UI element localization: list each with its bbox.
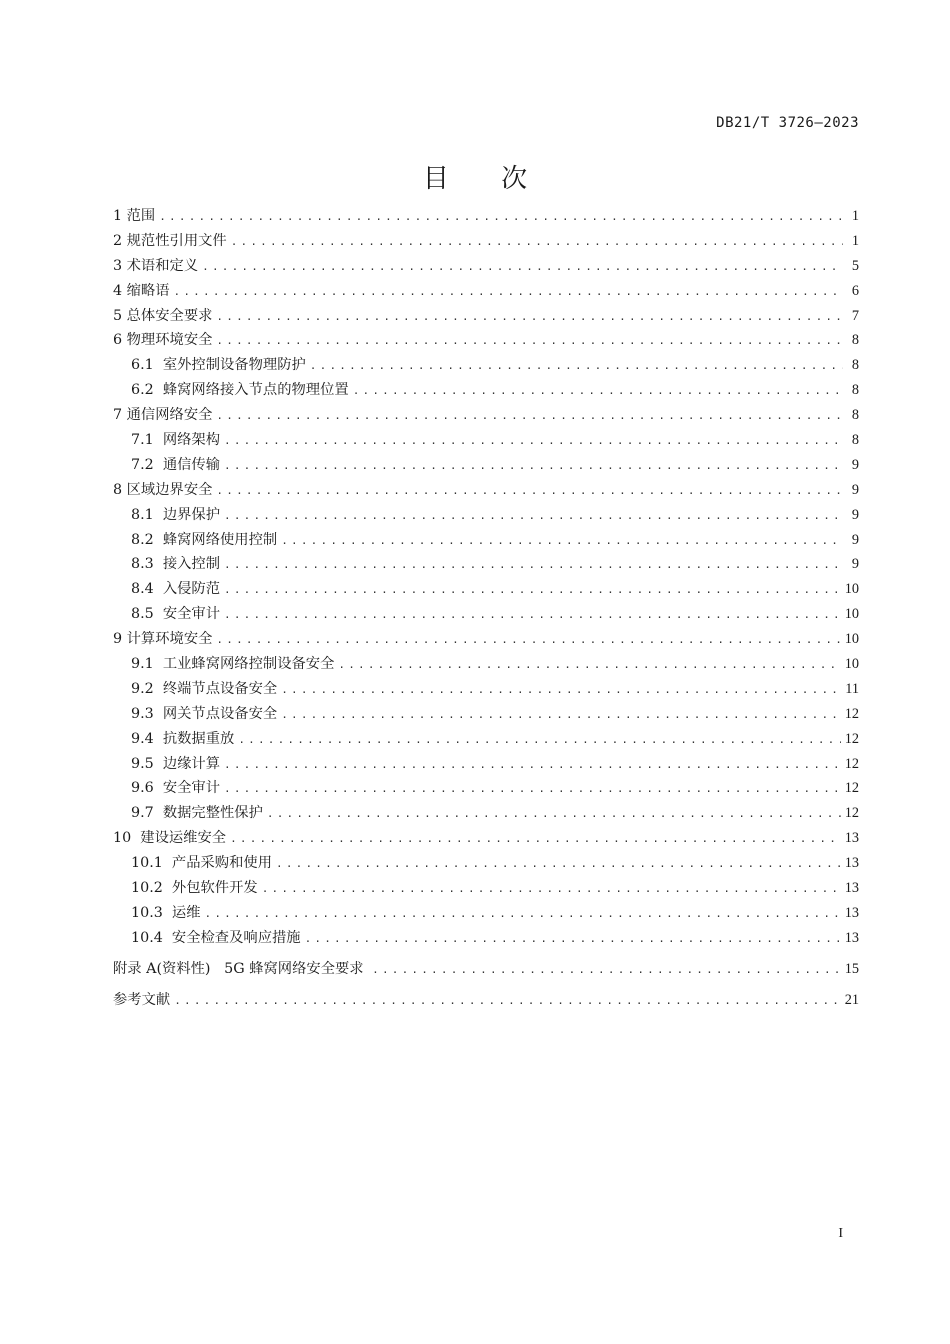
toc-entry-label: 7.2 通信传输 (131, 456, 221, 473)
toc-entry-page: 9 (851, 481, 859, 498)
toc-entry-label: 9.1 工业蜂窝网络控制设备安全 (131, 656, 335, 673)
toc-entry[interactable] (113, 702, 859, 727)
toc-entry-page: 10 (844, 631, 859, 648)
toc-entry-label: 10 建设运维安全 (113, 830, 227, 847)
toc-entry-label: 9.6 安全审计 (131, 780, 221, 797)
toc-entry-label: 7.1 网络架构 (131, 432, 221, 449)
toc-entry-label: 8.5 安全审计 (131, 606, 221, 623)
toc-dot-leader (276, 852, 841, 877)
toc-entry-label: 8.1 边界保护 (131, 506, 221, 523)
toc-entry-page: 6 (851, 282, 859, 299)
toc-dot-leader (202, 255, 843, 280)
toc-entry-page: 13 (844, 929, 859, 946)
toc-entry[interactable] (113, 627, 859, 652)
toc-entry-page: 8 (851, 332, 859, 349)
toc-entry[interactable] (113, 652, 859, 677)
toc-entry-page: 8 (851, 382, 859, 399)
toc-entry[interactable] (113, 503, 859, 528)
toc-dot-leader (224, 603, 841, 628)
toc-entry-page: 12 (844, 705, 859, 722)
toc-entry-label: 4 缩略语 (113, 282, 170, 299)
toc-entry-label: 1 范围 (113, 208, 156, 224)
toc-entry-label: 10.4 安全检查及响应措施 (131, 929, 301, 946)
table-of-contents (113, 204, 859, 1013)
toc-entry-page: 8 (851, 357, 859, 374)
toc-dot-leader (305, 927, 841, 952)
toc-dot-leader (338, 653, 840, 678)
toc-entry-page: 11 (845, 680, 859, 697)
toc-entry-label: 2 规范性引用文件 (113, 232, 227, 249)
toc-entry[interactable] (113, 403, 859, 428)
toc-entry-label: 10.3 运维 (131, 904, 201, 921)
toc-dot-leader (216, 305, 843, 330)
toc-entry[interactable] (113, 353, 859, 378)
toc-entry[interactable] (113, 826, 859, 851)
toc-dot-leader (281, 678, 841, 703)
toc-dot-leader (205, 902, 841, 927)
toc-entry-page: 21 (844, 991, 859, 1008)
toc-dot-leader (281, 703, 841, 728)
toc-entry-label: 8.2 蜂窝网络使用控制 (131, 531, 278, 548)
toc-entry-label: 附录 A(资料性) 5G 蜂窝网络安全要求 (113, 960, 369, 977)
toc-entry[interactable] (113, 602, 859, 627)
toc-entry-label: 6.1 室外控制设备物理防护 (131, 357, 306, 374)
toc-entry[interactable] (113, 204, 859, 229)
toc-dot-leader (174, 280, 843, 305)
toc-entry[interactable] (113, 776, 859, 801)
toc-dot-leader (372, 958, 841, 983)
toc-entry[interactable] (113, 428, 859, 453)
toc-dot-leader (216, 479, 843, 504)
toc-dot-leader (224, 578, 841, 603)
toc-entry[interactable] (113, 378, 859, 403)
toc-entry[interactable] (113, 801, 859, 826)
toc-entry-label: 10.2 外包软件开发 (131, 880, 258, 897)
toc-entry-page: 13 (844, 880, 859, 897)
toc-entry-label: 8.4 入侵防范 (131, 581, 221, 598)
toc-entry[interactable] (113, 926, 859, 951)
toc-entry-page: 9 (851, 456, 859, 473)
toc-dot-leader (159, 205, 843, 230)
toc-entry-page: 12 (844, 805, 859, 822)
toc-entry[interactable] (113, 279, 859, 304)
document-code: DB21/T 3726—2023 (716, 115, 859, 131)
toc-entry[interactable] (113, 528, 859, 553)
toc-entry-page: 12 (844, 755, 859, 772)
toc-entry-label: 9.7 数据完整性保护 (131, 805, 263, 822)
toc-entry[interactable] (113, 229, 859, 254)
toc-entry-label: 6.2 蜂窝网络接入节点的物理位置 (131, 382, 349, 399)
toc-entry[interactable] (113, 901, 859, 926)
toc-entry-label: 3 术语和定义 (113, 257, 199, 274)
toc-dot-leader (238, 728, 840, 753)
toc-entry-page: 1 (851, 208, 859, 224)
toc-entry-page: 9 (851, 531, 859, 548)
toc-dot-leader (224, 504, 843, 529)
toc-entry[interactable] (113, 453, 859, 478)
toc-dot-leader (216, 329, 843, 354)
toc-entry-page: 10 (844, 656, 859, 673)
toc-entry-label: 5 总体安全要求 (113, 307, 213, 324)
toc-dot-leader (310, 354, 843, 379)
toc-entry[interactable] (113, 677, 859, 702)
toc-dot-leader (353, 379, 843, 404)
toc-entry-page: 15 (844, 960, 859, 977)
toc-entry-page: 10 (844, 606, 859, 623)
toc-dot-leader (216, 628, 840, 653)
toc-dot-leader (174, 989, 841, 1014)
toc-entry[interactable] (113, 478, 859, 503)
toc-entry-page: 12 (844, 730, 859, 747)
toc-entry-page: 8 (851, 432, 859, 449)
toc-entry[interactable] (113, 851, 859, 876)
toc-entry[interactable] (113, 328, 859, 353)
toc-dot-leader (224, 753, 841, 778)
toc-entry[interactable] (113, 752, 859, 777)
toc-entry-label: 8 区域边界安全 (113, 481, 213, 498)
toc-entry-page: 13 (844, 830, 859, 847)
toc-dot-leader (224, 429, 843, 454)
toc-entry-label: 10.1 产品采购和使用 (131, 855, 272, 872)
toc-entry-page: 13 (844, 904, 859, 921)
toc-entry-page: 12 (844, 780, 859, 797)
toc-entry-page: 13 (844, 855, 859, 872)
toc-entry-label: 参考文献 (113, 991, 171, 1008)
toc-entry-label: 8.3 接入控制 (131, 556, 221, 573)
toc-entry-page: 8 (851, 407, 859, 424)
toc-dot-leader (216, 404, 843, 429)
toc-entry-label: 9.2 终端节点设备安全 (131, 680, 278, 697)
toc-entry[interactable] (113, 304, 859, 329)
toc-dot-leader (224, 553, 843, 578)
toc-entry-label: 9.5 边缘计算 (131, 755, 221, 772)
toc-dot-leader (230, 827, 841, 852)
toc-entry[interactable] (113, 957, 859, 982)
toc-entry-page: 7 (851, 307, 859, 324)
toc-entry-page: 9 (851, 506, 859, 523)
toc-entry[interactable] (113, 876, 859, 901)
page-number: I (838, 1226, 843, 1241)
toc-entry-label: 9 计算环境安全 (113, 631, 213, 648)
toc-entry[interactable] (113, 254, 859, 279)
toc-dot-leader (224, 454, 843, 479)
toc-dot-leader (224, 777, 841, 802)
toc-dot-leader (262, 877, 841, 902)
toc-entry[interactable] (113, 577, 859, 602)
toc-entry[interactable] (113, 727, 859, 752)
toc-entry[interactable] (113, 988, 859, 1013)
toc-dot-leader (281, 529, 843, 554)
toc-entry-label: 9.4 抗数据重放 (131, 730, 235, 747)
toc-entry-page: 10 (844, 581, 859, 598)
toc-entry-page: 5 (851, 257, 859, 274)
toc-entry-label: 9.3 网关节点设备安全 (131, 705, 278, 722)
toc-entry-label: 6 物理环境安全 (113, 332, 213, 349)
toc-entry-page: 9 (851, 556, 859, 573)
toc-entry-page: 1 (851, 232, 859, 249)
toc-dot-leader (267, 802, 841, 827)
toc-entry[interactable] (113, 552, 859, 577)
toc-dot-leader (231, 230, 843, 255)
page-title: 目 次 (422, 164, 550, 194)
toc-entry-label: 7 通信网络安全 (113, 407, 213, 424)
